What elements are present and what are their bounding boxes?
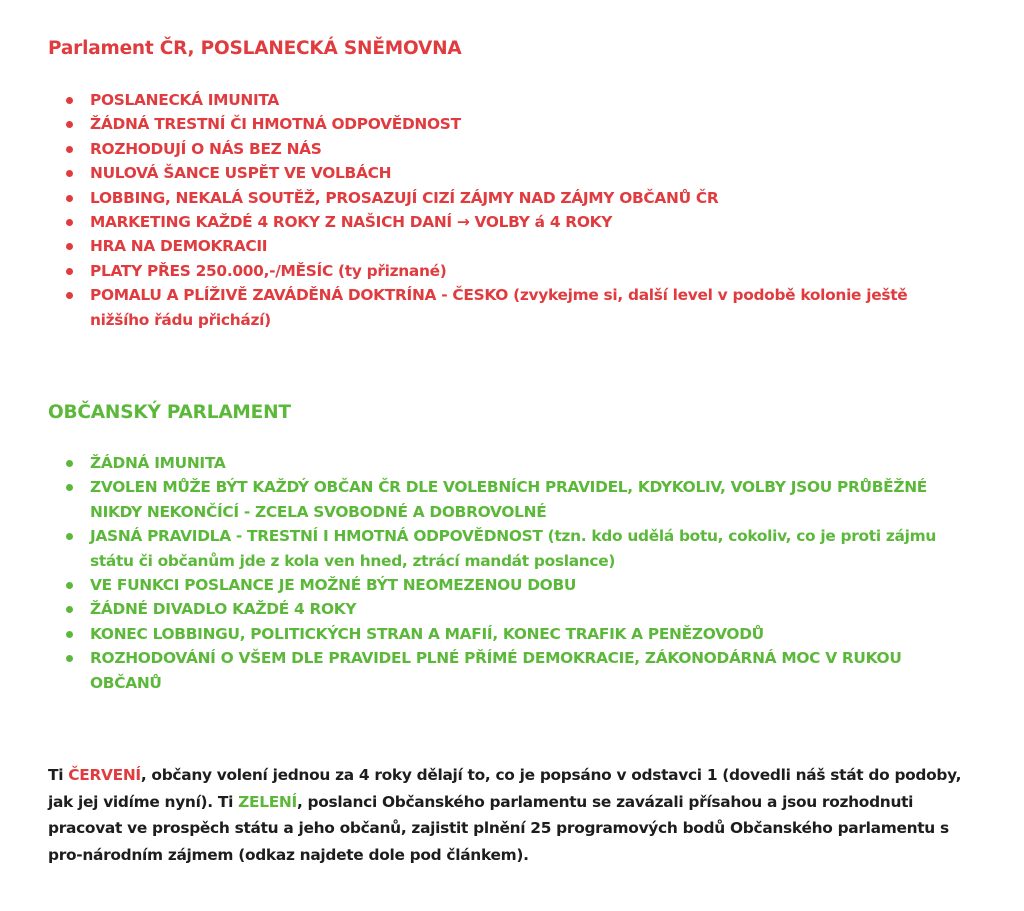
list-item <box>66 112 946 136</box>
list-item-text: NULOVÁ ŠANCE USPĚT VE VOLBÁCH <box>90 164 392 183</box>
list-item <box>66 259 946 283</box>
list-item-text: POMALU A PLÍŽIVĚ ZAVÁDĚNÁ DOKTRÍNA - ČESKO (zvykejme si, další level v podobě kolonie ještě nižšího řádu přichází) <box>90 286 908 329</box>
bullet-icon <box>66 195 73 202</box>
list-item-text: KONEC LOBBINGU, POLITICKÝCH STRAN A MAFIÍ, KONEC TRAFIK A PENĚZOVODŮ <box>90 624 764 643</box>
bullet-icon <box>66 97 73 104</box>
summary-paragraph <box>48 762 983 868</box>
paragraph-text: Ti <box>48 766 69 784</box>
list-item-text: ROZHODUJÍ O NÁS BEZ NÁS <box>90 139 322 158</box>
list-item <box>66 186 946 210</box>
list-item-text: ŽÁDNÁ TRESTNÍ ČI HMOTNÁ ODPOVĚDNOST <box>90 115 461 134</box>
list-item-text: HRA NA DEMOKRACII <box>90 237 268 256</box>
list-item-text: ROZHODOVÁNÍ O VŠEM DLE PRAVIDEL PLNÉ PŘÍMÉ DEMOKRACIE, ZÁKONODÁRNÁ MOC V RUKOU OBČANŮ <box>90 649 902 692</box>
list-item <box>66 451 946 475</box>
list-poslanecka-snemovna <box>66 88 946 332</box>
list-item <box>66 524 946 573</box>
paragraph-text: , poslanci Občanského parlamentu se zavázali přísahou a jsou rozhodnuti pracovat ve prospěch státu a jeho občanů, zajistit plnění 25 programových bodů Občanského parlamentu s pro-národním zájmem (odkaz najdete dole pod článkem). <box>48 792 949 864</box>
list-item <box>66 573 946 597</box>
highlight-red-word: ČERVENÍ <box>68 766 141 784</box>
list-item <box>66 234 946 258</box>
list-item-text: VE FUNKCI POSLANCE JE MOŽNÉ BÝT NEOMEZENOU DOBU <box>90 576 577 595</box>
bullet-icon <box>66 460 73 467</box>
list-item-text: PLATY PŘES 250.000,-/MĚSÍC (ty přiznané) <box>90 261 447 280</box>
section-title-obcansky-parlament: OBČANSKÝ PARLAMENT <box>48 402 291 423</box>
list-item-text: POSLANECKÁ IMUNITA <box>90 91 280 109</box>
list-obcansky-parlament <box>66 451 946 695</box>
paragraph-text: , občany volení jednou za 4 roky dělají to, co je popsáno v odstavci 1 (dovedli náš stát do podoby, jak jej vidíme nyní). Ti <box>48 766 962 811</box>
bullet-icon <box>66 170 73 177</box>
bullet-icon <box>66 243 73 250</box>
bullet-icon <box>66 655 73 662</box>
list-item-text: ŽÁDNÁ IMUNITA <box>90 454 226 472</box>
list-item <box>66 283 946 332</box>
list-item <box>66 475 946 524</box>
bullet-icon <box>66 631 73 638</box>
bullet-icon <box>66 219 73 226</box>
list-item-text: ZVOLEN MŮŽE BÝT KAŽDÝ OBČAN ČR DLE VOLEBNÍCH PRAVIDEL, KDYKOLIV, VOLBY JSOU PRŮBĚŽNÉ NIKDY NEKONČÍCÍ - ZCELA SVOBODNÉ A DOBROVOLNÉ <box>90 478 928 521</box>
highlight-green-word: ZELENÍ <box>238 792 297 811</box>
list-item <box>66 646 946 695</box>
list-item <box>66 137 946 161</box>
bullet-icon <box>66 268 73 275</box>
list-item <box>66 161 946 185</box>
list-item-text: MARKETING KAŽDÉ 4 ROKY Z NAŠICH DANÍ → VOLBY á 4 ROKY <box>90 213 613 232</box>
section-title-poslanecka-snemovna: Parlament ČR, POSLANECKÁ SNĚMOVNA <box>48 38 462 59</box>
list-item <box>66 622 946 646</box>
bullet-icon <box>66 606 73 613</box>
bullet-icon <box>66 484 73 491</box>
bullet-icon <box>66 121 73 128</box>
bullet-icon <box>66 292 73 299</box>
list-item-text: ŽÁDNÉ DIVADLO KAŽDÉ 4 ROKY <box>90 600 357 619</box>
list-item-text: JASNÁ PRAVIDLA - TRESTNÍ I HMOTNÁ ODPOVĚDNOST (tzn. kdo udělá botu, cokoliv, co je proti zájmu státu či občanům jde z kola ven hned, ztrácí mandát poslance) <box>90 527 937 570</box>
list-item <box>66 88 946 112</box>
list-item-text: LOBBING, NEKALÁ SOUTĚŽ, PROSAZUJÍ CIZÍ ZÁJMY NAD ZÁJMY OBČANŮ ČR <box>90 188 719 207</box>
bullet-icon <box>66 533 73 540</box>
list-item <box>66 597 946 621</box>
list-item <box>66 210 946 234</box>
bullet-icon <box>66 146 73 153</box>
bullet-icon <box>66 582 73 589</box>
